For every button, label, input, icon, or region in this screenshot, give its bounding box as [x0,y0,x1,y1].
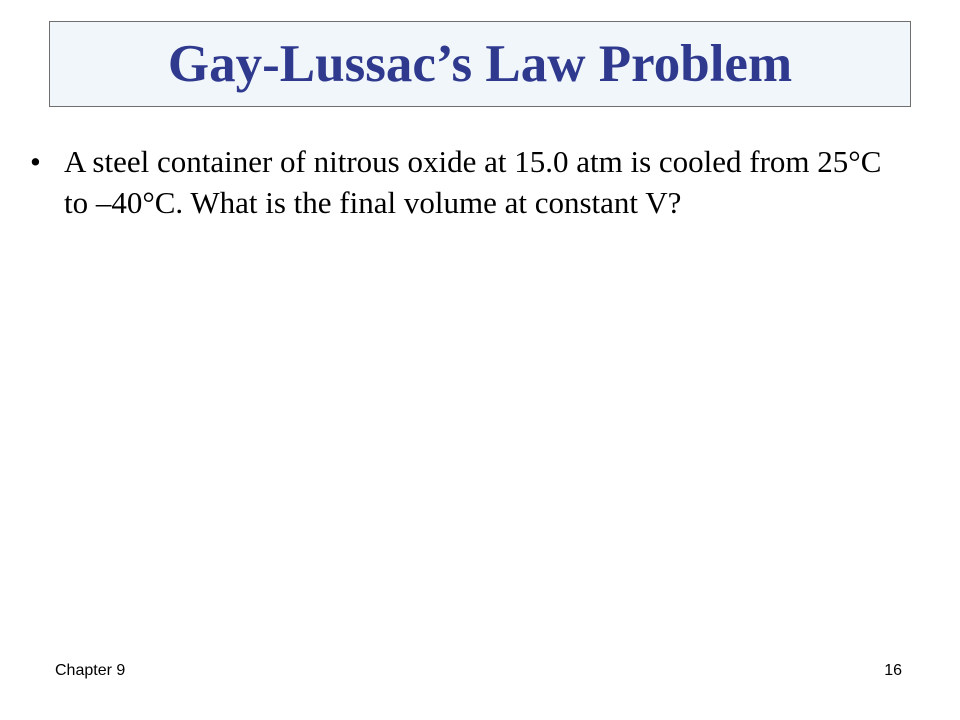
slide-title: Gay-Lussac’s Law Problem [167,34,793,93]
footer-page-number: 16 [884,662,902,679]
bullet-marker: • [30,144,41,179]
bullet-text: A steel container of nitrous oxide at 15.0 atm is cooled from 25°C to –40°C. What is the final volume at constant V? [64,144,882,220]
footer-chapter: Chapter 9 [55,662,126,679]
bullet-list [30,141,910,223]
title-box [49,21,911,107]
bullet-item [30,141,910,223]
